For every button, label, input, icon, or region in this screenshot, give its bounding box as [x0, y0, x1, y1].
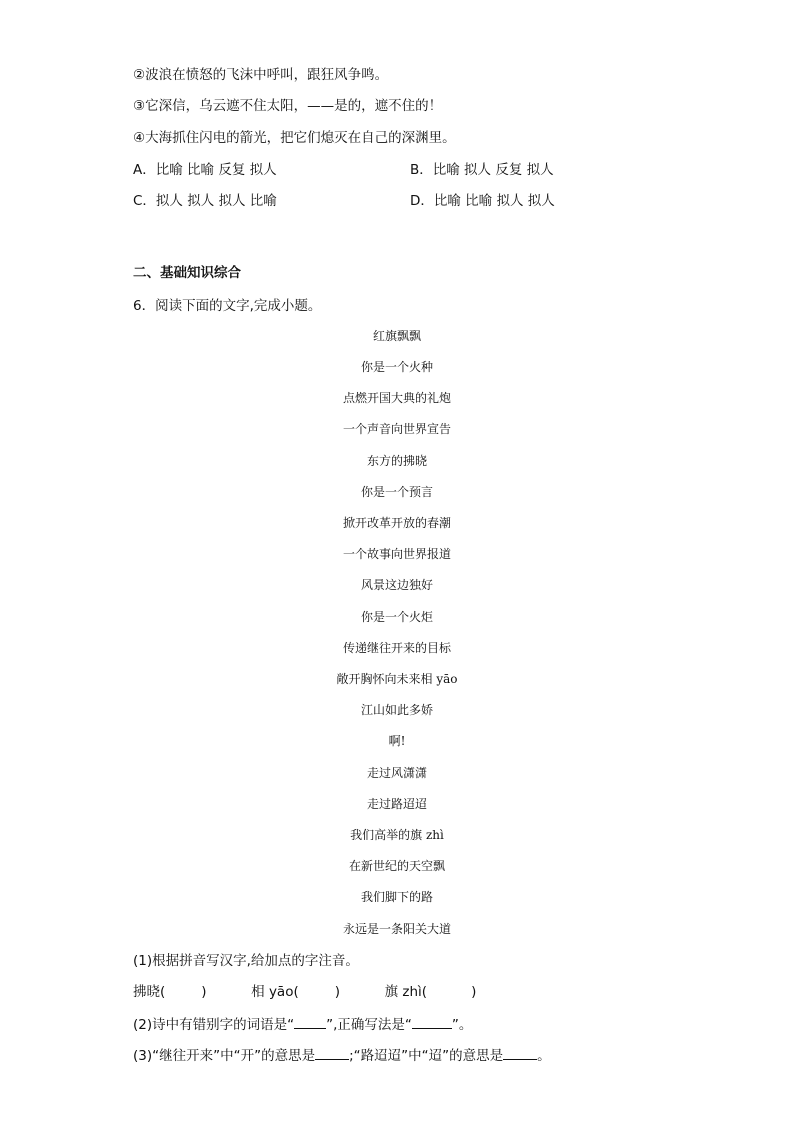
poem-line: 敞开胸怀向未来相 yāo [336, 672, 458, 686]
q6-sub1-fields: 拂晓( ) 相 yāo( ) 旗 zhì( ) [133, 984, 477, 1000]
q6-prompt: 6．阅读下面的文字,完成小题。 [133, 298, 322, 314]
answer-blank[interactable] [412, 1014, 452, 1029]
poem-line: 啊! [388, 734, 406, 748]
poem-line: 点燃开国大典的礼炮 [342, 391, 451, 405]
q6-sub2: (2)诗中有错别字的词语是“ ”,正确写法是“ ”。 [133, 1014, 472, 1034]
poem-line: 掀开改革开放的春潮 [342, 516, 451, 530]
q6-sub1-text: (1)根据拼音写汉字,给加点的字注音。 [133, 953, 359, 969]
q5-option-b: B．比喻 拟人 反复 拟人 [410, 162, 554, 178]
q5-item-2: ②波浪在愤怒的飞沫中呼叫，跟狂风争鸣。 [133, 67, 389, 83]
poem-line: 红旗飘飘 [372, 329, 421, 343]
poem-line: 走过路迢迢 [366, 797, 427, 811]
poem-line: 一个声音向世界宣告 [342, 422, 451, 436]
poem-line: 江山如此多娇 [360, 703, 433, 717]
poem-line: 风景这边独好 [360, 578, 433, 592]
poem-line: 传递继往开来的目标 [342, 641, 451, 655]
q5-option-c: C．拟人 拟人 拟人 比喻 [133, 193, 277, 209]
poem-line: 我们高举的旗 zhì [350, 828, 444, 842]
section-title: 二、基础知识综合 [133, 265, 241, 281]
field-fuxiao-label: 拂晓( [133, 984, 166, 1000]
q5-option-a: A．比喻 比喻 反复 拟人 [133, 162, 277, 178]
poem-line: 一个故事向世界报道 [342, 547, 451, 561]
poem-line: 你是一个火种 [360, 360, 433, 374]
field-zhi-label: 旗 zhì( [384, 984, 428, 1000]
poem-line: 东方的拂晓 [366, 454, 427, 468]
q5-item-4: ④大海抓住闪电的箭光，把它们熄灭在自己的深渊里。 [133, 130, 456, 146]
field-yao-label: 相 yāo( [251, 984, 299, 1000]
q5-option-d: D．比喻 比喻 拟人 拟人 [410, 193, 555, 209]
poem-line: 我们脚下的路 [360, 890, 433, 904]
poem-line: 走过风潇潇 [366, 766, 427, 780]
answer-blank[interactable] [315, 1045, 349, 1060]
answer-blank[interactable] [503, 1045, 537, 1060]
poem-line: 永远是一条阳关大道 [342, 922, 451, 936]
answer-blank[interactable] [294, 1014, 326, 1029]
q6-sub3: (3)“继往开来”中“开”的意思是 ;“路迢迢”中“迢”的意思是 。 [133, 1045, 551, 1065]
q5-item-3: ③它深信，乌云遮不住太阳，——是的，遮不住的！ [133, 98, 443, 114]
poem-line: 在新世纪的天空飘 [348, 859, 445, 873]
poem-line: 你是一个火炬 [360, 610, 433, 624]
poem-line: 你是一个预言 [360, 485, 433, 499]
